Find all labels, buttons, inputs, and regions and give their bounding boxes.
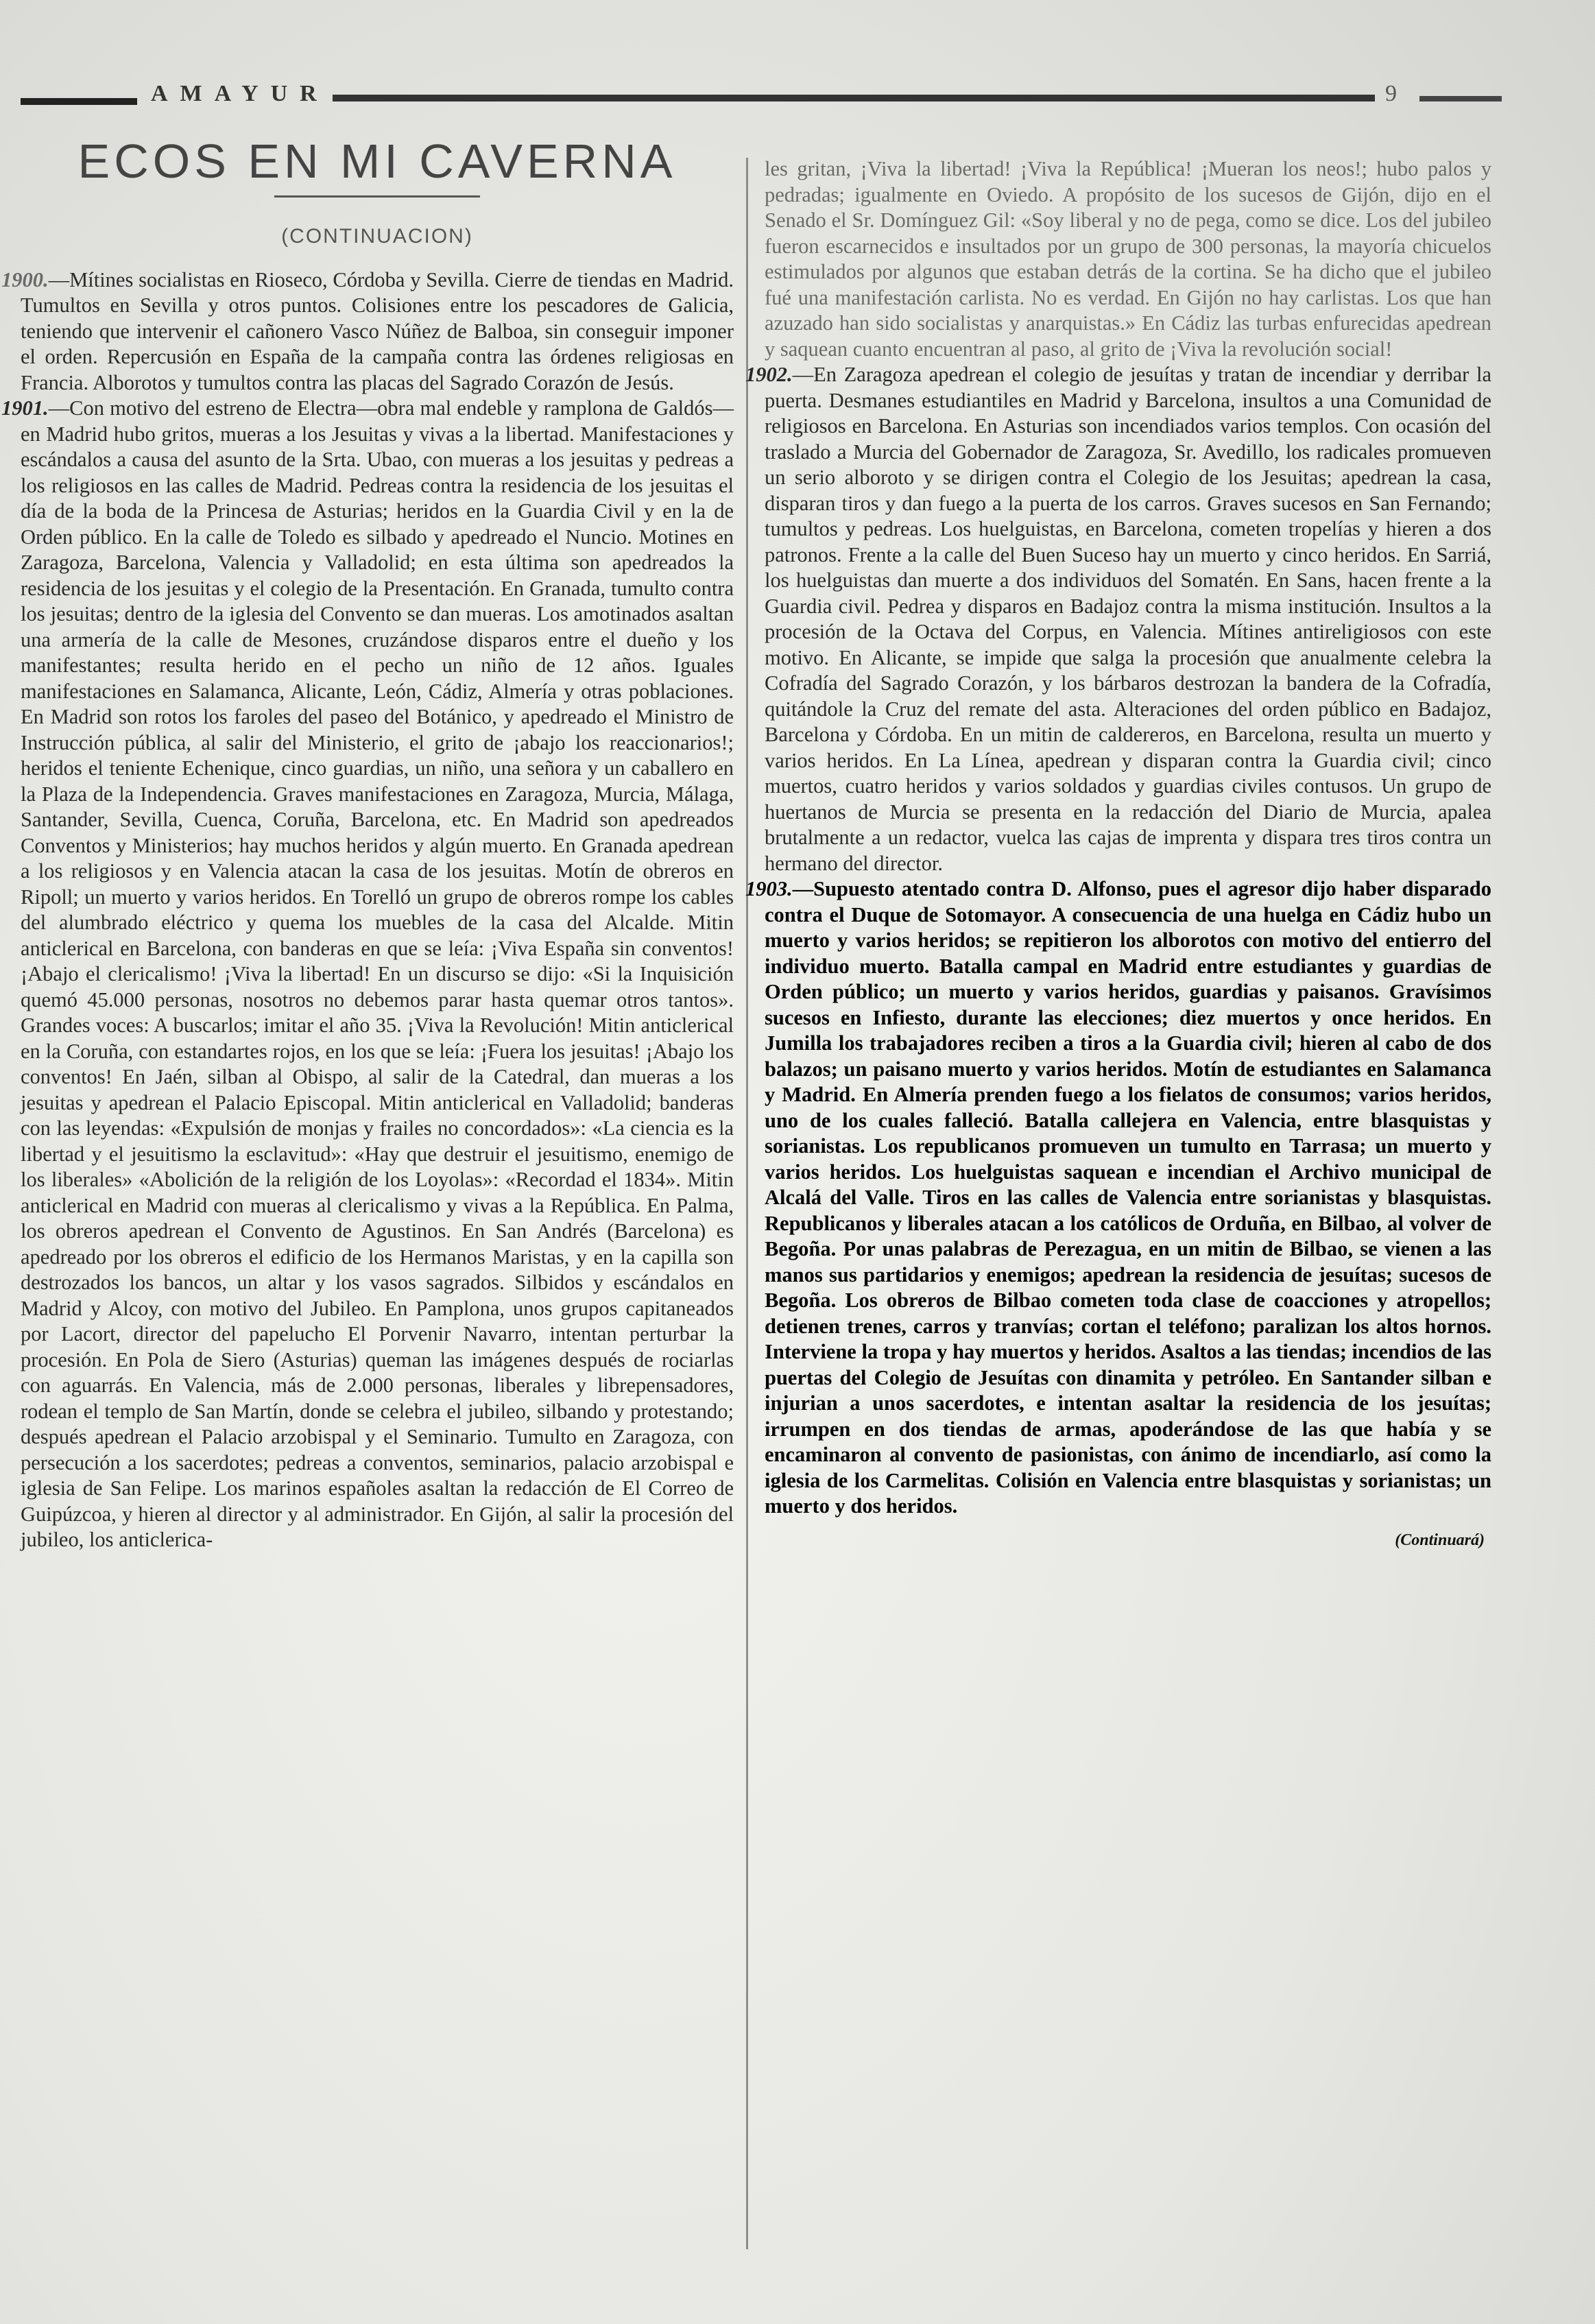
rule-left xyxy=(21,98,137,105)
entry-text: les gritan, ¡Viva la libertad! ¡Viva la República! ¡Mueran los neos!; hubo palos y pedradas; igualmente en Oviedo. A propósito de los sucesos de Gijón, dijo en el Senado el Sr. Domínguez Gil: «Soy liberal y no de pega, como se dice. Los del jubileo fueron escarnecidos e insultados por un grupo de 300 personas, la mayoría chicuelos estimulados por algunos que estaban detrás de la cortina. Se ha dicho que el jubileo fué una manifestación carlista. No es verdad. En Gijón no hay carlistas. Los que han azuzado han sido socialistas y anarquistas.» En Cádiz las turbas enfurecidas apedrean y saquean cuanto encuentran al paso, al grito de ¡Viva la revolución social! xyxy=(765,157,1491,361)
entry-text: —Supuesto atentado contra D. Alfonso, pues el agresor dijo haber disparado contra el Duque de Sotomayor. A consecuencia de una huelga en Cádiz hubo un muerto y varios heridos; se repitieron los alborotos con motivo del entierro del individuo muerto. Batalla campal en Madrid entre estudiantes y guardias de Orden público; un muerto y varios heridos, guardias y paisanos. Gravísimos sucesos en Infiesto, durante las elecciones; diez muertos y once heridos. En Jumilla los trabajadores reciben a tiros a la Guardia civil; hieren al cabo de dos balazos; un paisano muerto y varios heridos. Motín de estudiantes en Salamanca y Madrid. En Almería prenden fuego a los fielatos de consumos; varios heridos, uno de los cuales falleció. Batalla callejera en Valencia, entre blasquistas y sorianistas. Los republicanos promueven un tumulto en Tarrasa; un muerto y varios heridos. Los huelguistas saquean e incendian el Archivo municipal de Alcalá del Valle. Tiros en las calles de Valencia entre sorianistas y blasquistas. Republicanos y liberales atacan a los católicos de Orduña, en Bilbao, al volver de Begoña. Por unas palabras de Perezagua, en un mitin de Bilbao, se vienen a las manos sus partidarios y enemigos; apedrean la residencia de jesuítas; sucesos de Begoña. Los obreros de Bilbao cometen toda clase de coacciones y atropellos; detienen trenes, carros y tranvías; cortan el teléfono; paralizan los altos hornos. Interviene la tropa y hay muertos y heridos. Asaltos a las tiendas; incendios de las puertas del Colegio de Jesuítas con dinamita y petróleo. En Santander silban e injurian a unos sacerdotes, e intentan asaltar la residencia de los jesuítas; irrumpen en dos tiendas de armas, apoderándose de las que había y se encaminaron al convento de pasionistas, con ánimo de incendiarlo, así como la iglesia de los Carmelitas. Colisión en Valencia entre blasquistas y sorianistas; un muerto y dos heridos. xyxy=(765,877,1491,1518)
rule-right xyxy=(1419,96,1502,101)
entry-text: —Con motivo del estreno de Electra—obra mal endeble y ramplona de Galdós—en Madrid hubo gritos, mueras a los Jesuitas y vivas a la libertad. Manifestaciones y escándalos a causa del asunto de la Srta. Ubao, con mueras a los jesuitas y pedreas a los religiosos en las calles de Madrid. Pedreas contra la residencia de los jesuitas el día de la boda de la Princesa de Asturias; heridos en la Guardia Civil y en la de Orden público. En la calle de Toledo es silbado y apedreado el Nuncio. Motines en Zaragoza, Barcelona, Valencia y Valladolid; en esta última son apedreados la residencia de los jesuitas y el colegio de la Presentación. En Granada, tumulto contra los jesuitas; dentro de la iglesia del Convento se dan mueras. Los amotinados asaltan una armería de la calle de Mesones, cruzándose disparos entre el dueño y los manifestantes; resulta herido en el pecho un niño de 12 años. Iguales manifestaciones en Salamanca, Alicante, León, Cádiz, Almería y otras poblaciones. En Madrid son rotos los faroles del paseo del Botánico, y apedreado el Ministro de Instrucción pública, al salir del Ministerio, el grito de ¡abajo los reaccionarios!; heridos el teniente Echenique, cinco guardias, un niño, una señora y un caballero en la Plaza de la Independencia. Graves manifestaciones en Zaragoza, Murcia, Málaga, Santander, Sevilla, Cuenca, Coruña, Barcelona, etc. En Madrid son apedreados Conventos y Ministerios; hay muchos heridos y algún muerto. En Granada apedrean a los religiosos y en Valencia atacan la casa de los jesuitas. Motín de obreros en Ripoll; un muerto y varios heridos. En Torelló un grupo de obreros rompe los cables del alumbrado eléctrico y quema los muebles de la casa del Alcalde. Mitin anticlerical en Barcelona, con banderas en que se leía: ¡Viva España sin conventos! ¡Abajo el clericalismo! ¡Viva la libertad! En un discurso se dijo: «Si la Inquisición quemó 45.000 personas, nosotros no debemos parar hasta quemar otros tantos». Grandes voces: A buscarlos; imitar el año 35. ¡Viva la Revolución! Mitin anticlerical en la Coruña, con estandartes rojos, en los que se leía: ¡Fuera los jesuitas! ¡Abajo los conventos! En Jaén, silban al Obispo, al salir de la Catedral, dan mueras a los jesuitas y apedrean el Palacio Episcopal. Mitin anticlerical en Valladolid; banderas con las leyendas: «Expulsión de monjas y frailes no concordados»: «La ciencia es la libertad y el jesuitismo la esclavitud»: «Hay que destruir el jesuitismo, enemigo de los liberales» «Abolición de la religión de los Loyolas»: «Recordad el 1834». Mitin anticlerical en Madrid con mueras al clericalismo y vivas a la República. En Palma, los obreros apedrean el Convento de Agustinos. En San Andrés (Barcelona) es apedreado por los obreros el edificio de los Hermanos Maristas, y en la capilla son destrozados los bancos, un altar y los vasos sagrados. Silbidos y escándalos en Madrid y Alcoy, con motivo del Jubileo. En Pamplona, unos grupos capitaneados por Lacort, director del papelucho El Porvenir Navarro, intentan perturbar la procesión. En Pola de Siero (Asturias) queman las imágenes después de rociarlas con aguarrás. En Valencia, más de 2.000 personas, liberales y librepensadores, rodean el templo de San Martín, donde se celebra el jubileo, silbando y protestando; después apedrean el Palacio arzobispal y el Seminario. Tumulto en Zaragoza, con persecución a los sacerdotes; pedreas a conventos, seminarios, palacio arzobispal e iglesia de San Felipe. Los marinos españoles asaltan la redacción de El Correo de Guipúzcoa, y hieren al director y al administrador. En Gijón, al salir la procesión del jubileo, los anticlerica- xyxy=(21,396,734,1551)
column-divider xyxy=(746,158,748,2249)
title-rule xyxy=(274,195,480,197)
running-head xyxy=(21,81,1481,115)
entry-1901 xyxy=(1,396,734,1553)
entry-1901-continued xyxy=(765,156,1491,362)
entry-year: 1901. xyxy=(1,396,49,420)
continued-note: (Continuará) xyxy=(1395,1531,1485,1549)
right-column xyxy=(745,156,1491,1553)
entry-1902 xyxy=(745,362,1491,876)
entry-year: 1902. xyxy=(745,363,793,386)
page-number: 9 xyxy=(1385,81,1397,106)
entry-year: 1900. xyxy=(1,267,49,291)
entry-text: —En Zaragoza apedrean el colegio de jesuítas y tratan de incendiar y derribar la puerta. Desmanes estudiantiles en Madrid y Barcelona, insultos a una Comunidad de religiosos en Barcelona. En Asturias son incendiados varios templos. Con ocasión del traslado a Murcia del Gobernador de Zaragoza, Sr. Avedillo, los radicales promueven un serio alboroto y se dirigen contra el Colegio de los Jesuitas; apedrean la casa, disparan tiros y dan fuego a la puerta de los carros. Graves sucesos en San Fernando; tumultos y pedreas. Los huelguistas, en Barcelona, cometen tropelías y hieren a dos patronos. Frente a la calle del Buen Suceso hay un muerto y cinco heridos. En Sarriá, los huelguistas dan muerte a dos individuos del Somatén. En Sans, hacen frente a la Guardia civil. Pedrea y disparos en Badajoz contra la misma institución. Insultos a la procesión de la Octava del Corpus, en Valencia. Mítines antireligiosos con este motivo. En Alicante, se impide que salga la procesión que anualmente celebra la Cofradía del Sagrado Corazón, y los bárbaros destrozan la bandera de la Cofradía, quitándole la Cruz del remate del asta. Alteraciones del orden público en Badajoz, Barcelona y Córdoba. En un mitin de caldereros, en Barcelona, resulta un muerto y varios heridos. En La Línea, apedrean y disparan contra la Guardia civil; cinco muertos, cuatro heridos y varios soldados y guardias civiles contusos. Un grupo de huertanos de Murcia se presenta en la redacción del Diario de Murcia, apalea brutalmente a un redactor, vuelca las cajas de imprenta y dispara tres tiros contra un hermano del director. xyxy=(765,363,1491,875)
left-column xyxy=(1,134,734,1553)
entry-1900 xyxy=(1,267,734,396)
article-subtitle: (CONTINUACION) xyxy=(281,225,473,248)
entry-text: —Mítines socialistas en Rioseco, Córdoba y Sevilla. Cierre de tiendas en Madrid. Tumultos en Sevilla y otros puntos. Colisiones entre los pescadores de Galicia, teniendo que intervenir el cañonero Vasco Núñez de Balboa, sin conseguir imponer el orden. Repercusión en España de la campaña contra las órdenes religiosas en Francia. Alborotos y tumultos contra las placas del Sagrado Corazón de Jesús. xyxy=(21,267,734,394)
entry-year: 1903. xyxy=(745,877,793,900)
magazine-name: AMAYUR xyxy=(151,81,329,106)
rule-middle xyxy=(333,95,1375,101)
entry-1903 xyxy=(745,876,1491,1520)
article-title: ECOS EN MI CAVERNA xyxy=(77,134,677,188)
